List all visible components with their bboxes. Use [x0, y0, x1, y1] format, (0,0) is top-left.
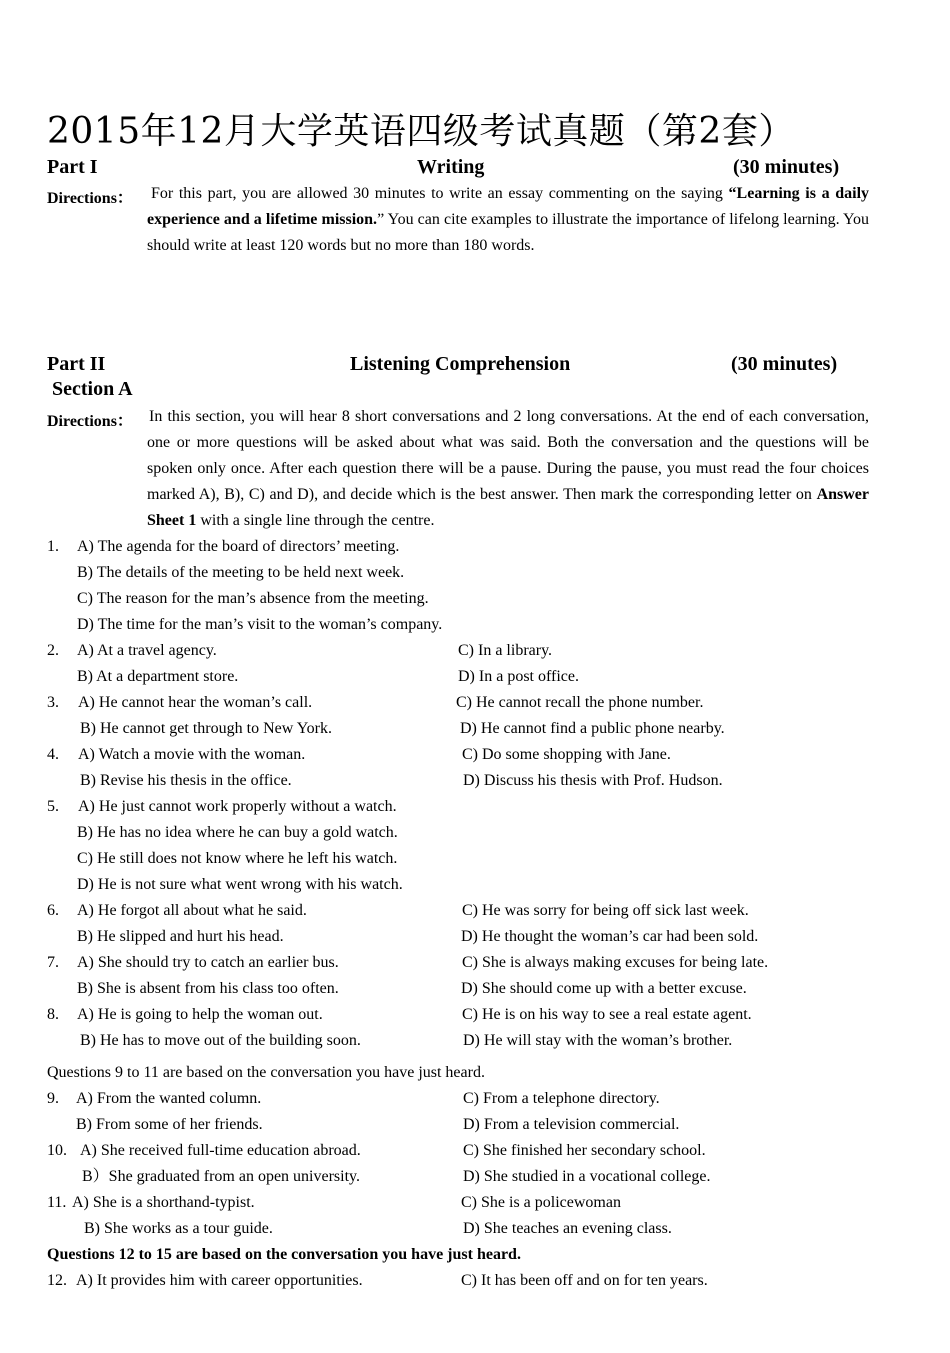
part2-label: Part II [47, 353, 106, 375]
part2-directions [147, 404, 869, 534]
q10-option-b: B）She graduated from an open university. [82, 1168, 361, 1185]
q3-option-b: B) He cannot get through to New York. [80, 720, 332, 737]
section-a-heading: Section A [52, 378, 133, 400]
q10-option-d: D) She studied in a vocational college. [463, 1168, 711, 1185]
questions-9-11-note: Questions 9 to 11 are based on the conversation you have just heard. [47, 1064, 485, 1081]
page-title: 2015年12月大学英语四级考试真题（第2套） [47, 111, 795, 152]
q5-option-b: B) He has no idea where he can buy a gold watch. [77, 824, 398, 841]
part2-directions-a: In this section, you will hear 8 short conversations and 2 long conversations. At the end of each conversation, one or more questions will be asked about what was said. Both the conversation and the questions will be spoken only once. After each question there will be a pause. During the pause, you must read the four choices marked A), B), C) and D), and decide which is the best answer. Then mark the corresponding letter on [147, 408, 869, 503]
q12-option-a: A) It provides him with career opportunities. [76, 1272, 363, 1289]
q3-option-c: C) He cannot recall the phone number. [456, 694, 704, 711]
q9-option-b: B) From some of her friends. [76, 1116, 263, 1133]
part1-directions-label: Directions： [47, 190, 133, 207]
q11-option-c: C) She is a policewoman [461, 1194, 621, 1211]
q3-option-a: A) He cannot hear the woman’s call. [78, 694, 313, 711]
q7-option-c: C) She is always making excuses for being late. [462, 954, 769, 971]
q11-option-b: B) She works as a tour guide. [84, 1220, 273, 1237]
q1-option-c: C) The reason for the man’s absence from the meeting. [77, 590, 429, 607]
q2-option-c: C) In a library. [458, 642, 553, 659]
q8-option-c: C) He is on his way to see a real estate agent. [462, 1006, 752, 1023]
q10-option-a: A) She received full-time education abroad. [80, 1142, 361, 1159]
part1-label: Part I [47, 156, 98, 178]
question-number: 3. [47, 694, 59, 711]
q2-option-b: B) At a department store. [77, 668, 239, 685]
question-number: 6. [47, 902, 59, 919]
q11-option-a: A) She is a shorthand-typist. [72, 1194, 255, 1211]
part1-time: (30 minutes) [733, 156, 840, 178]
q9-option-c: C) From a telephone directory. [463, 1090, 660, 1107]
part1-name: Writing [417, 156, 485, 178]
q5-option-c: C) He still does not know where he left his watch. [77, 850, 398, 867]
question-number: 8. [47, 1006, 59, 1023]
q7-option-a: A) She should try to catch an earlier bus. [77, 954, 339, 971]
q2-option-a: A) At a travel agency. [77, 642, 217, 659]
q1-option-b: B) The details of the meeting to be held next week. [77, 564, 405, 581]
part1-directions-quote: “Learning is a daily experience and a lifetime mission. [147, 185, 870, 228]
question-number: 10. [47, 1142, 67, 1159]
part1-directions-a: For this part, you are allowed 30 minutes to write an essay commenting on the saying [151, 185, 723, 202]
q11-option-d: D) She teaches an evening class. [463, 1220, 672, 1237]
q2-option-d: D) In a post office. [458, 668, 579, 685]
part1-directions-b: ” You can cite examples to illustrate the importance of lifelong learning. You should write at least 120 words but no more than 180 words. [147, 211, 869, 254]
q4-option-d: D) Discuss his thesis with Prof. Hudson. [463, 772, 723, 789]
part2-directions-label: Directions： [47, 413, 133, 430]
answer-sheet-label: Answer Sheet 1 [147, 486, 869, 529]
q8-option-b: B) He has to move out of the building soon. [80, 1032, 361, 1049]
q5-option-d: D) He is not sure what went wrong with his watch. [77, 876, 403, 893]
q8-option-d: D) He will stay with the woman’s brother. [463, 1032, 733, 1049]
q7-option-d: D) She should come up with a better excuse. [461, 980, 747, 997]
question-number: 1. [47, 538, 59, 555]
q8-option-a: A) He is going to help the woman out. [77, 1006, 323, 1023]
question-number: 4. [47, 746, 59, 763]
question-number: 9. [47, 1090, 59, 1107]
question-number: 2. [47, 642, 59, 659]
q6-option-d: D) He thought the woman’s car had been sold. [461, 928, 759, 945]
q1-option-a: A) The agenda for the board of directors’ meeting. [77, 538, 400, 555]
question-number: 11. [47, 1194, 67, 1211]
q6-option-b: B) He slipped and hurt his head. [77, 928, 284, 945]
q6-option-c: C) He was sorry for being off sick last week. [462, 902, 749, 919]
question-number: 7. [47, 954, 59, 971]
q4-option-c: C) Do some shopping with Jane. [462, 746, 671, 763]
q12-option-c: C) It has been off and on for ten years. [461, 1272, 708, 1289]
q1-option-d: D) The time for the man’s visit to the woman’s company. [77, 616, 443, 633]
q3-option-d: D) He cannot find a public phone nearby. [460, 720, 725, 737]
questions-12-15-note: Questions 12 to 15 are based on the conversation you have just heard. [47, 1246, 521, 1263]
part2-name: Listening Comprehension [350, 353, 571, 375]
q4-option-a: A) Watch a movie with the woman. [78, 746, 306, 763]
q9-option-a: A) From the wanted column. [76, 1090, 262, 1107]
part2-time: (30 minutes) [731, 353, 838, 375]
q5-option-a: A) He just cannot work properly without a watch. [78, 798, 397, 815]
q6-option-a: A) He forgot all about what he said. [77, 902, 307, 919]
q9-option-d: D) From a television commercial. [463, 1116, 680, 1133]
q7-option-b: B) She is absent from his class too often. [77, 980, 339, 997]
question-number: 5. [47, 798, 59, 815]
question-number: 12. [47, 1272, 67, 1289]
part2-directions-b: with a single line through the centre. [200, 512, 435, 529]
q4-option-b: B) Revise his thesis in the office. [80, 772, 292, 789]
part1-directions [147, 181, 869, 259]
q10-option-c: C) She finished her secondary school. [463, 1142, 706, 1159]
